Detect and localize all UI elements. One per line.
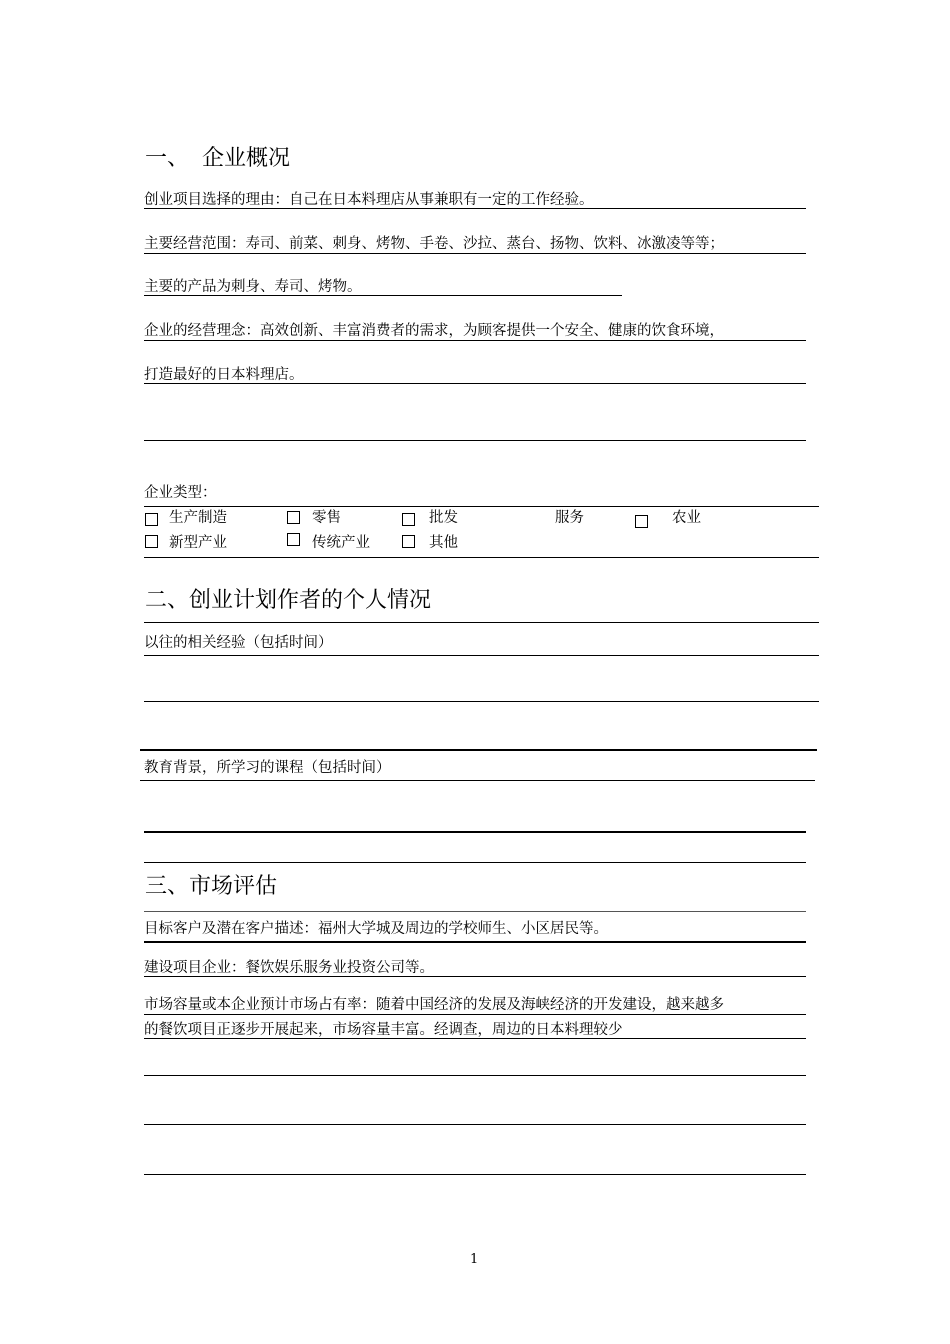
blank-line xyxy=(140,749,817,751)
type-emerging: 新型产业 xyxy=(169,535,227,551)
type-other: 其他 xyxy=(429,535,458,551)
business-scope-line2: 主要的产品为刺身、寿司、烤物。 xyxy=(144,279,362,295)
blank-line xyxy=(144,1124,806,1125)
type-agriculture: 农业 xyxy=(672,510,701,526)
market-capacity-line2: 的餐饮项目正逐步开展起来，市场容量丰富。经调查，周边的日本料理较少 xyxy=(144,1022,623,1038)
blank-line xyxy=(144,862,806,863)
underline xyxy=(140,780,815,781)
section2-heading: 二、创业计划作者的个人情况 xyxy=(145,588,432,613)
underline xyxy=(144,208,806,209)
blank-line xyxy=(144,701,819,702)
project-company: 建设项目企业：餐饮娱乐服务业投资公司等。 xyxy=(144,960,434,976)
section3-heading: 三、市场评估 xyxy=(145,874,278,899)
section-rule xyxy=(144,911,806,912)
checkbox-agriculture[interactable] xyxy=(635,515,648,528)
business-philosophy-line1: 企业的经营理念：高效创新、丰富消费者的需求，为顾客提供一个安全、健康的饮食环境， xyxy=(144,323,724,339)
business-philosophy-line2: 打造最好的日本料理店。 xyxy=(144,367,304,383)
education-label: 教育背景，所学习的课程（包括时间） xyxy=(144,760,391,776)
type-manufacturing: 生产制造 xyxy=(169,510,227,526)
experience-label: 以往的相关经验（包括时间） xyxy=(144,635,333,651)
checkbox-retail[interactable] xyxy=(287,511,300,524)
section-rule xyxy=(144,622,819,623)
blank-line xyxy=(144,1174,806,1175)
type-service: 服务 xyxy=(555,510,584,526)
blank-line xyxy=(144,1075,806,1076)
checkbox-manufacturing[interactable] xyxy=(145,513,158,526)
type-wholesale: 批发 xyxy=(429,510,458,526)
project-reason: 创业项目选择的理由：自己在日本料理店从事兼职有一定的工作经验。 xyxy=(144,192,594,208)
underline xyxy=(144,253,806,254)
underline xyxy=(144,941,806,943)
market-capacity-line1: 市场容量或本企业预计市场占有率：随着中国经济的发展及海峡经济的开发建设，越来越多 xyxy=(144,997,724,1013)
underline xyxy=(144,340,806,341)
blank-line xyxy=(144,440,806,441)
page-number: 1 xyxy=(470,1252,479,1267)
checkbox-wholesale[interactable] xyxy=(402,513,415,526)
type-traditional: 传统产业 xyxy=(312,535,370,551)
type-bottom-rule xyxy=(144,557,819,558)
section1-heading: 企业概况 xyxy=(202,146,291,171)
section1-heading-number: 一、 xyxy=(145,146,190,171)
type-retail: 零售 xyxy=(312,510,341,526)
enterprise-type-label: 企业类型： xyxy=(144,485,217,501)
checkbox-other[interactable] xyxy=(402,535,415,548)
checkbox-traditional[interactable] xyxy=(287,533,300,546)
underline xyxy=(144,383,806,384)
underline xyxy=(144,1014,806,1015)
underline xyxy=(144,1038,806,1039)
checkbox-emerging[interactable] xyxy=(145,535,158,548)
target-customers: 目标客户及潜在客户描述：福州大学城及周边的学校师生、小区居民等。 xyxy=(144,921,608,937)
business-scope-line1: 主要经营范围：寿司、前菜、刺身、烤物、手卷、沙拉、蒸台、扬物、饮料、冰激凌等等； xyxy=(144,236,724,252)
underline xyxy=(144,976,806,977)
blank-line xyxy=(144,831,806,833)
underline xyxy=(144,655,819,656)
type-top-rule xyxy=(144,506,819,507)
underline xyxy=(144,295,622,296)
